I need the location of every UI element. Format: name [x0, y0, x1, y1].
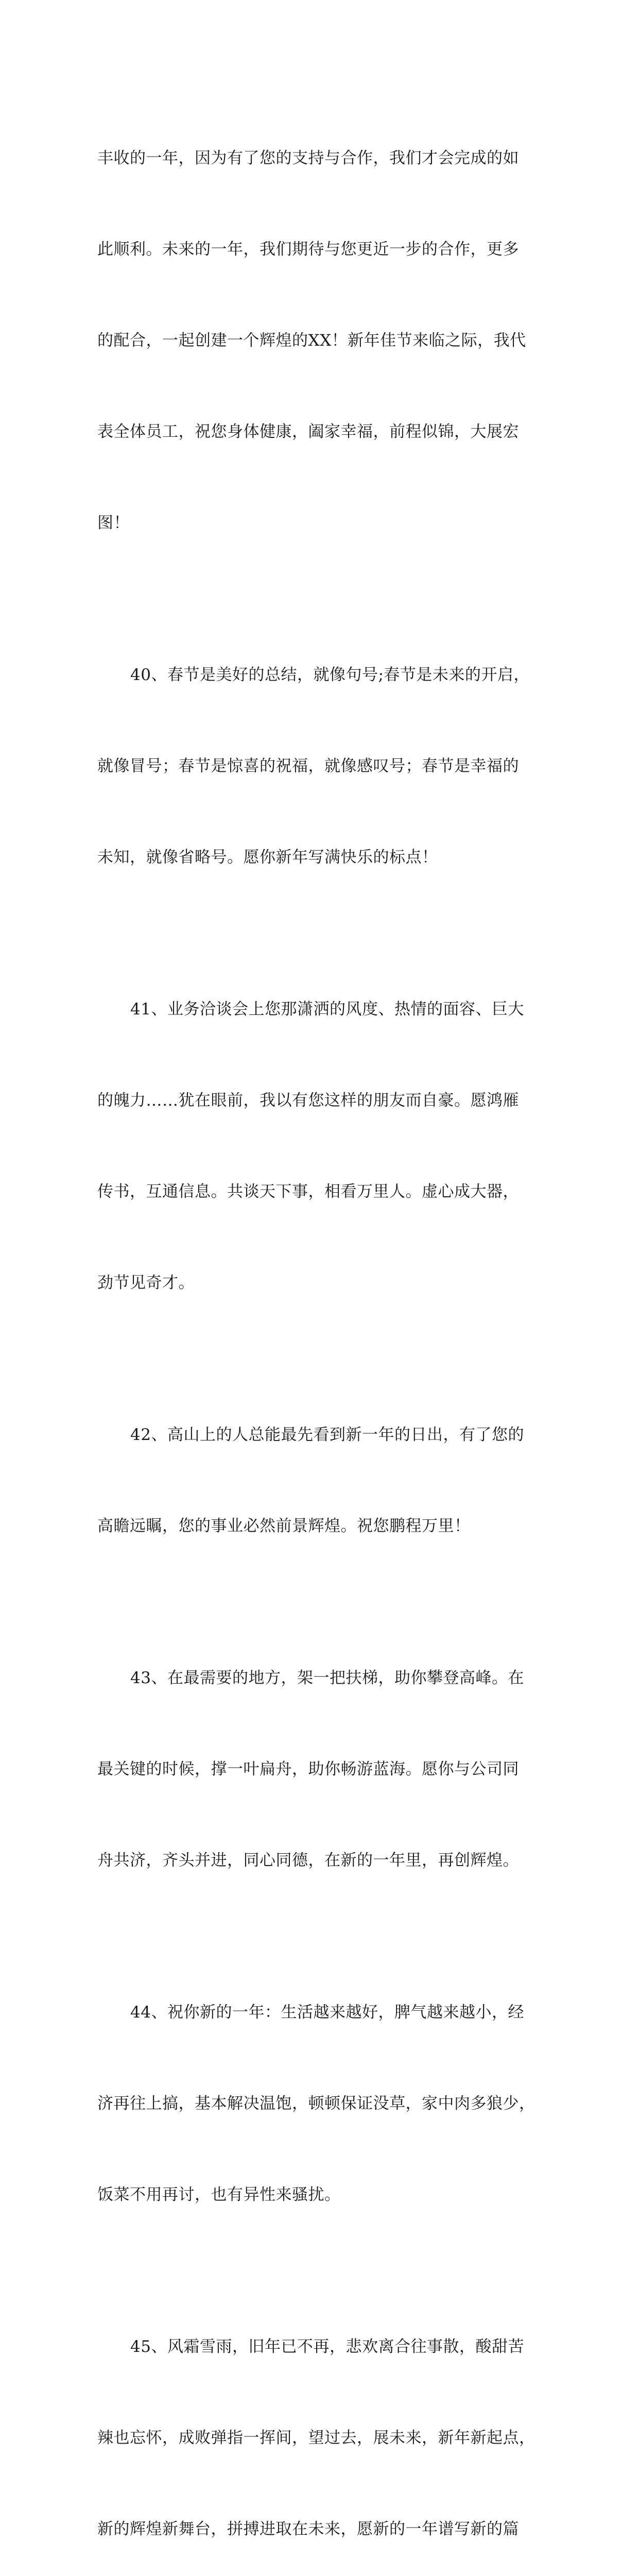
paragraph-45 [97, 2271, 550, 2576]
text-line: 44、祝你新的一年：生活越来越好，脾气越来越小，经 [130, 2003, 524, 2022]
text-line: 济再往上搞，基本解决温饱，顿顿保证没草，家中肉多狼少， [97, 2094, 536, 2113]
paragraph-44 [97, 1937, 550, 2271]
text-line: 最关键的时候，撑一叶扁舟，助你畅游蓝海。愿你与公司同 [97, 1760, 519, 1778]
text-line: 传书，互通信息。共谈天下事，相看万里人。虚心成大器， [97, 1182, 519, 1201]
text-line: 图！ [97, 514, 130, 532]
text-line: 新的辉煌新舞台，拼搏进取在未来，愿新的一年谱写新的篇 [97, 2520, 519, 2538]
text-line: 45、风霜雪雨，旧年已不再，悲欢离合往事散，酸甜苦 [130, 2337, 524, 2356]
text-line: 高瞻远瞩，您的事业必然前景辉煌。祝您鹏程万里！ [97, 1517, 471, 1535]
text-line: 41、业务洽谈会上您那潇洒的风度、热情的面容、巨大 [130, 1000, 524, 1019]
text-line: 饭菜不用再讨，也有异性来骚扰。 [97, 2185, 341, 2204]
text-line: 舟共济，齐头并进，同心同德，在新的一年里，再创辉煌。 [97, 1851, 519, 1870]
paragraph-42 [97, 1359, 550, 1602]
paragraph-39-continued [97, 82, 550, 599]
text-line: 42、高山上的人总能最先看到新一年的日出，有了您的 [130, 1426, 524, 1444]
paragraph-43 [97, 1602, 550, 1937]
text-line: 劲节见奇才。 [97, 1274, 195, 1292]
paragraph-40 [97, 599, 550, 934]
text-line: 的魄力……犹在眼前，我以有您这样的朋友而自豪。愿鸿雁 [97, 1091, 519, 1110]
paragraph-41 [97, 934, 550, 1359]
text-line: 此顺利。未来的一年，我们期待与您更近一步的合作，更多 [97, 240, 519, 259]
text-line: 就像冒号；春节是惊喜的祝福，就像感叹号；春节是幸福的 [97, 757, 519, 775]
text-line: 的配合，一起创建一个辉煌的XX！新年佳节来临之际，我代 [97, 331, 526, 350]
text-line: 未知，就像省略号。愿你新年写满快乐的标点！ [97, 848, 438, 867]
text-line: 43、在最需要的地方，架一把扶梯，助你攀登高峰。在 [130, 1669, 524, 1687]
text-line: 丰收的一年，因为有了您的支持与合作，我们才会完成的如 [97, 149, 519, 167]
text-line: 40、春节是美好的总结，就像句号;春节是未来的开启， [130, 666, 530, 684]
text-line: 表全体员工，祝您身体健康，阖家幸福，前程似锦，大展宏 [97, 422, 519, 441]
document-body [97, 82, 550, 2576]
text-line: 辣也忘怀，成败弹指一挥间，望过去，展未来，新年新起点， [97, 2429, 536, 2447]
